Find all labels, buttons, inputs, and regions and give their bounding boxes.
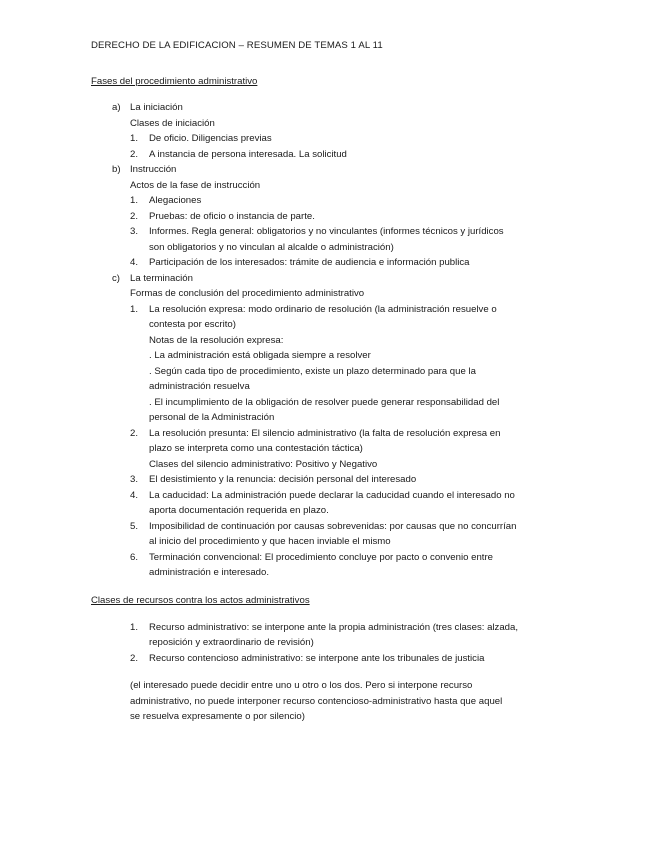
item-number: 1.: [130, 133, 139, 144]
item-number: 3.: [130, 226, 139, 237]
item-number: 4.: [130, 489, 139, 501]
list-item-line: Recurso contencioso administrativo: se interpone ante los tribunales de justicia: [149, 652, 485, 664]
item-number: 1.: [130, 195, 139, 206]
list-item-line: Informes. Regla general: obligatorios y no vinculantes (informes técnicos y jurídicos: [149, 226, 504, 237]
list-heading: Instrucción: [130, 164, 177, 175]
list-item-line: administración resuelva: [149, 381, 250, 392]
item-number: 2.: [130, 427, 139, 439]
list-item-line: Recurso administrativo: se interpone ante la propia administración (tres clases: alzada,: [149, 621, 519, 633]
list-item-line: Clases del silencio administrativo: Positivo y Negativo: [149, 458, 378, 470]
list-item-line: personal de la Administración: [149, 412, 275, 423]
item-number: 5.: [130, 520, 139, 532]
item-number: 2.: [130, 148, 139, 160]
list-item-line: al inicio del procedimiento y que hacen inviable el mismo: [149, 536, 391, 547]
list-item-line: La caducidad: La administración puede declarar la caducidad cuando el interesado no: [149, 489, 515, 501]
list-item-line: La resolución presunta: El silencio administrativo (la falta de resolución expresa en: [149, 427, 501, 439]
list-item-line: contesta por escrito): [149, 319, 236, 330]
list-item-line: A instancia de persona interesada. La solicitud: [149, 148, 347, 160]
list-item-line: plazo se interpreta como una contestación táctica): [149, 443, 363, 454]
item-number: 2.: [130, 652, 139, 664]
section-title: Clases de recursos contra los actos administrativos: [91, 594, 310, 606]
page-header: DERECHO DE LA EDIFICACION – RESUMEN DE TEMAS 1 AL 11: [91, 40, 383, 51]
list-marker: b): [112, 164, 121, 175]
section-title: Fases del procedimiento administrativo: [91, 76, 258, 87]
list-heading: La terminación: [130, 272, 193, 284]
list-item-line: administración e interesado.: [149, 567, 269, 578]
list-item-line: Notas de la resolución expresa:: [149, 334, 284, 346]
item-number: 6.: [130, 551, 139, 563]
item-number: 2.: [130, 210, 139, 222]
list-item-line: . La administración está obligada siempre a resolver: [149, 350, 371, 361]
list-marker: a): [112, 102, 121, 113]
list-item-line: . El incumplimiento de la obligación de resolver puede generar responsabilidad del: [149, 396, 500, 408]
list-item-line: aporta documentación requerida en plazo.: [149, 505, 329, 516]
list-subheading: Clases de iniciación: [130, 117, 215, 129]
list-item-line: Terminación convencional: El procedimiento concluye por pacto o convenio entre: [149, 551, 493, 563]
item-number: 1.: [130, 303, 139, 315]
list-item-line: . Según cada tipo de procedimiento, existe un plazo determinado para que la: [149, 365, 476, 377]
item-number: 3.: [130, 474, 139, 485]
list-item-line: reposición y extraordinario de revisión): [149, 637, 314, 648]
list-item-line: Alegaciones: [149, 195, 202, 206]
item-number: 1.: [130, 621, 139, 633]
note-line: administrativo, no puede interponer recurso contencioso-administrativo hasta que aquel: [130, 695, 503, 707]
list-subheading: Formas de conclusión del procedimiento administrativo: [130, 288, 365, 299]
note-line: (el interesado puede decidir entre uno u otro o los dos. Pero si interpone recurso: [130, 680, 473, 691]
list-item-line: De oficio. Diligencias previas: [149, 133, 272, 144]
list-heading: La iniciación: [130, 102, 183, 113]
list-marker: c): [112, 272, 120, 284]
list-subheading: Actos de la fase de instrucción: [130, 179, 261, 191]
list-item-line: son obligatorios y no vinculan al alcalde o administración): [149, 241, 394, 253]
list-item-line: Participación de los interesados: trámite de audiencia e información publica: [149, 257, 470, 268]
item-number: 4.: [130, 257, 139, 268]
list-item-line: Imposibilidad de continuación por causas sobrevenidas: por causas que no concurrían: [149, 520, 517, 532]
list-item-line: El desistimiento y la renuncia: decisión personal del interesado: [149, 474, 417, 485]
note-line: se resuelva expresamente o por silencio): [130, 711, 305, 722]
list-item-line: Pruebas: de oficio o instancia de parte.: [149, 210, 315, 222]
list-item-line: La resolución expresa: modo ordinario de resolución (la administración resuelve o: [149, 303, 497, 315]
